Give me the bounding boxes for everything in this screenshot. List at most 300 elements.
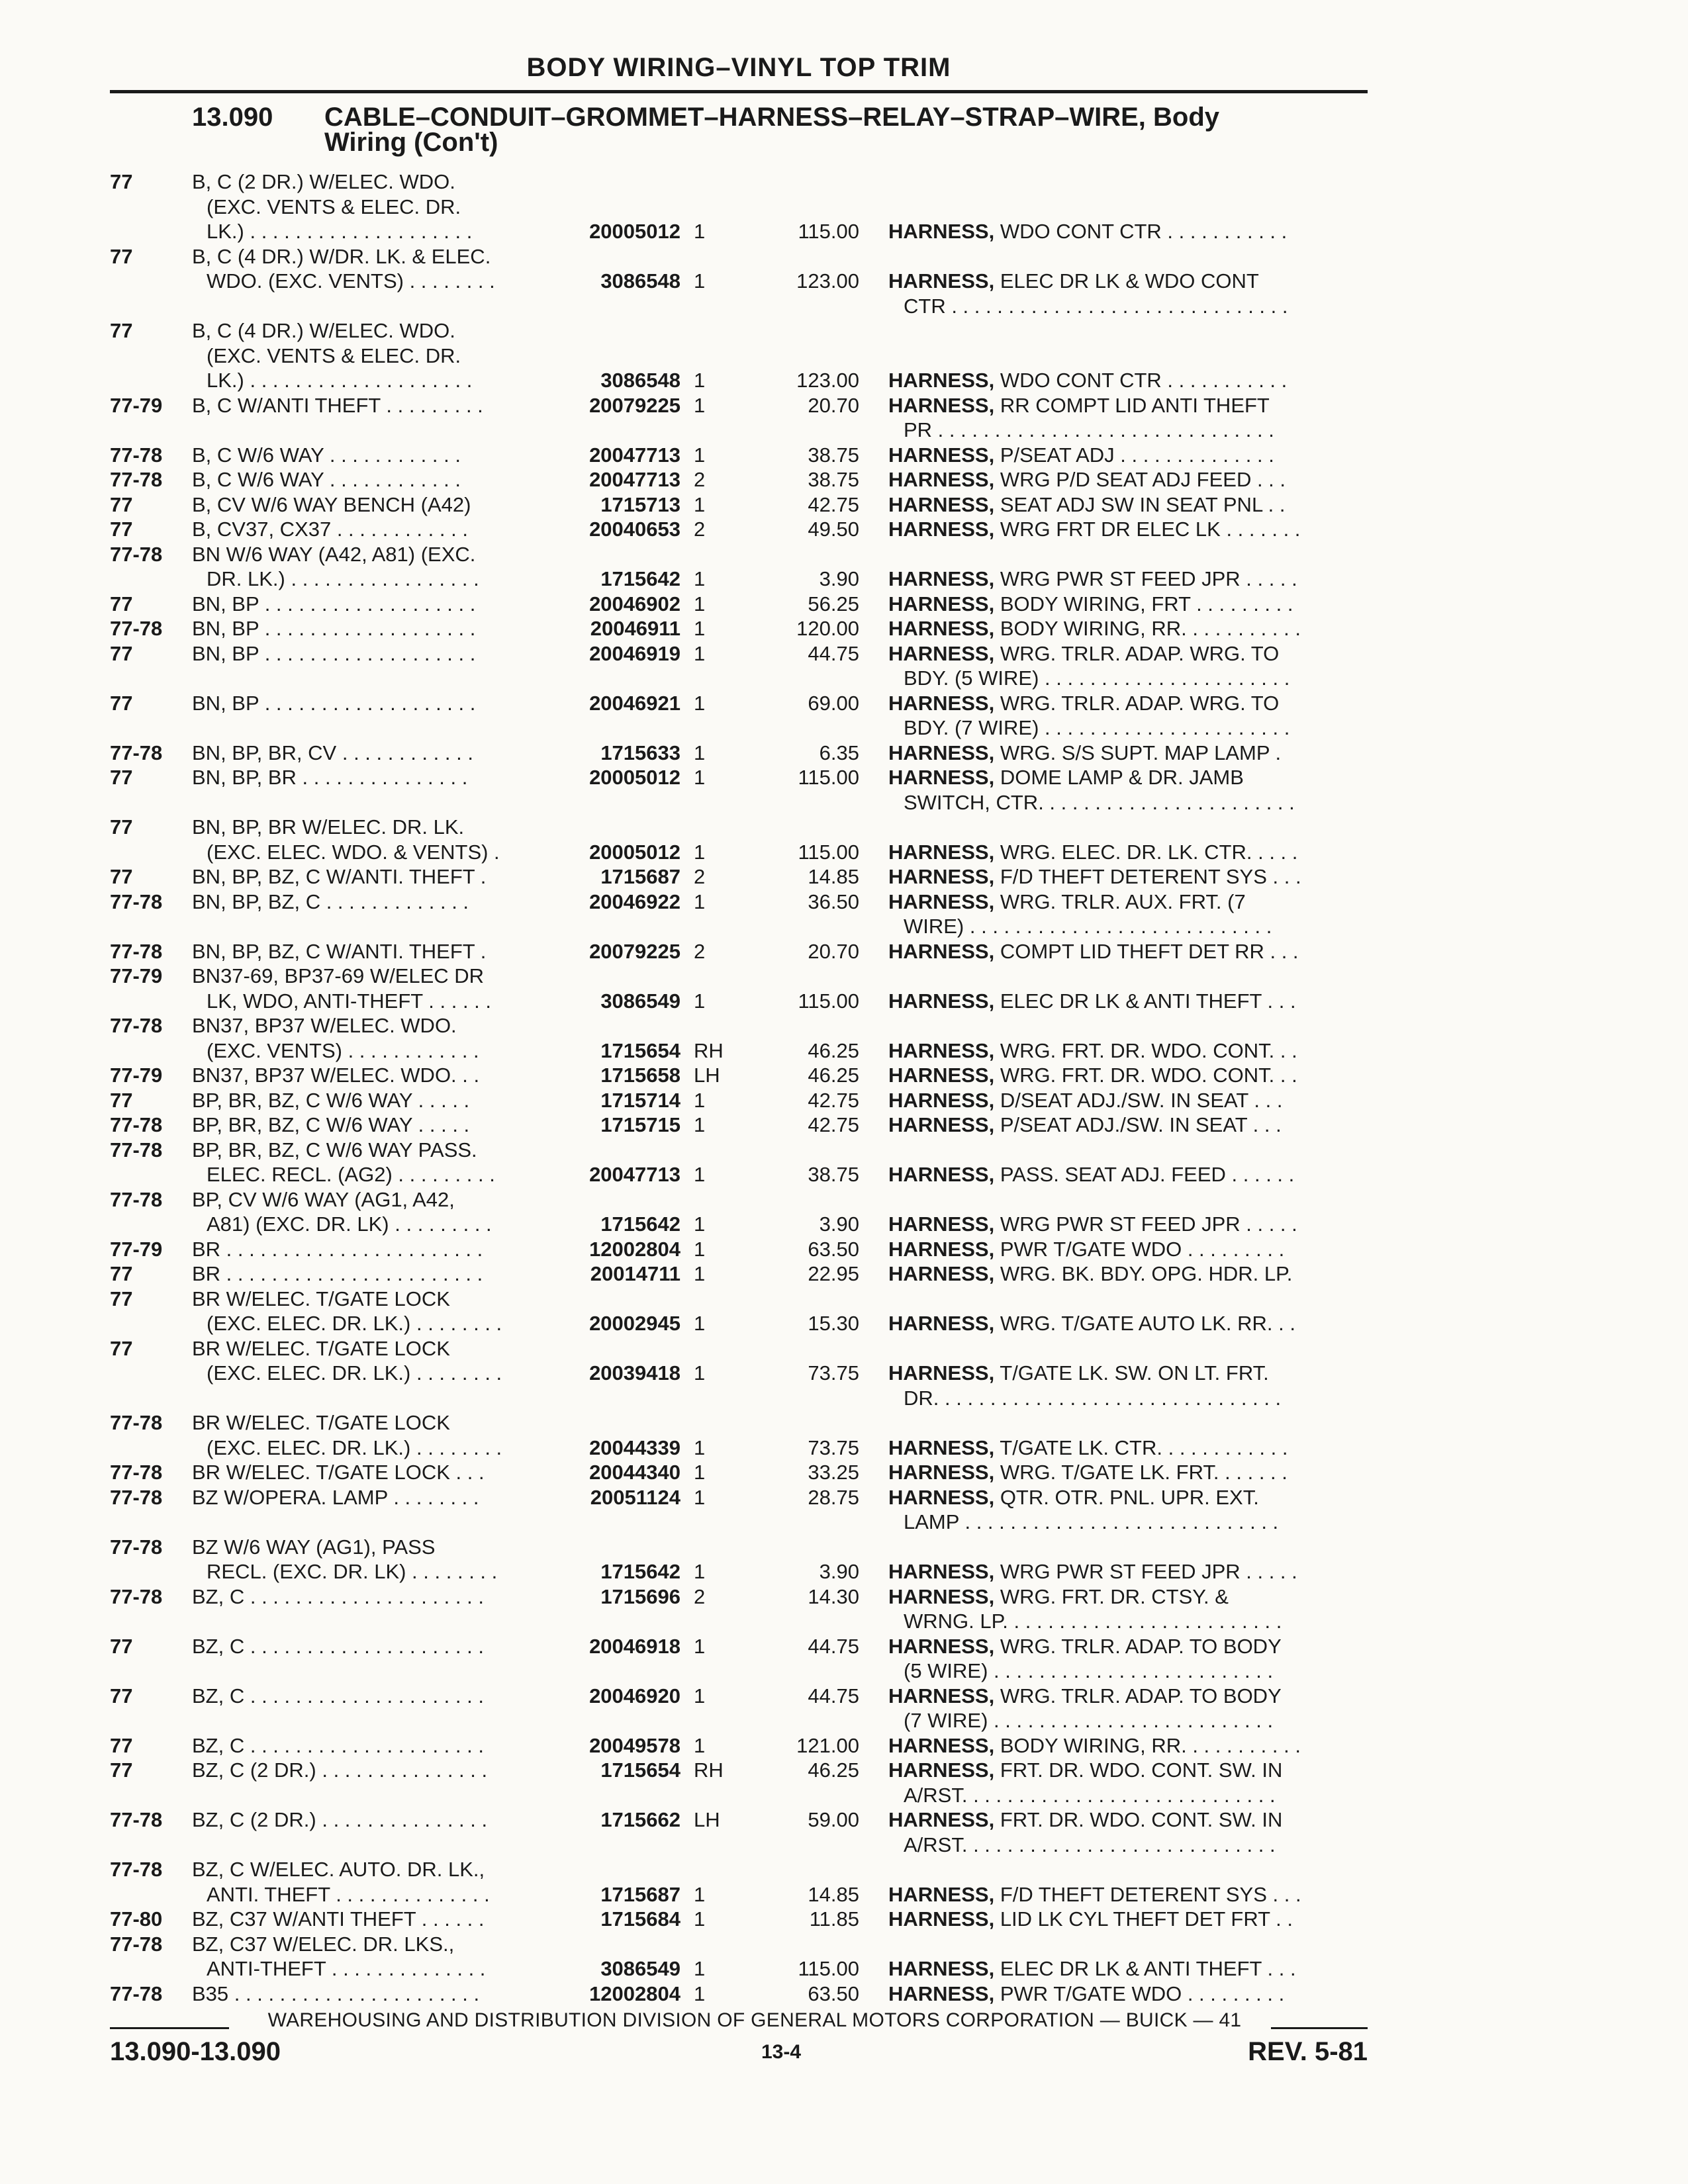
part-name: [888, 443, 1274, 468]
part-name-text: WRG. TRLR. ADAP. WRG. TO: [994, 641, 1280, 665]
part-name-text: FRT. DR. WDO. CONT. SW. IN: [994, 1758, 1283, 1782]
table-row: [0, 294, 1688, 319]
model-year: 77-78: [110, 889, 163, 913]
model-year: 77-78: [110, 1584, 163, 1608]
part-name-text: WRG. T/GATE LK. FRT. . . . . . .: [994, 1461, 1288, 1484]
section-title-line1: CABLE–CONDUIT–GROMMET–HARNESS–RELAY–STRAP–WIRE, Body: [324, 103, 1220, 132]
price: 73.75: [808, 1435, 859, 1459]
application-description: B, C W/6 WAY . . . . . . . . . . . .: [192, 468, 461, 491]
table-row: [0, 1956, 1688, 1981]
part-name: [888, 1113, 1282, 1138]
part-name-prefix: HARNESS,: [888, 468, 995, 491]
part-number: 20047713: [589, 443, 680, 467]
part-name-continued: PR . . . . . . . . . . . . . . . . . . . . . . . . . . . . . .: [904, 418, 1274, 441]
table-row: [0, 592, 1688, 617]
part-name-text: BODY WIRING, FRT . . . . . . . . .: [994, 592, 1293, 615]
price: 22.95: [808, 1262, 859, 1285]
quantity: 1: [694, 766, 706, 789]
table-row: [0, 1932, 1688, 1957]
footer-page-number: 13-4: [761, 2041, 802, 2063]
table-row: [0, 815, 1688, 840]
quantity: 1: [694, 1113, 706, 1136]
application-description: B, C (2 DR.) W/ELEC. WDO.: [192, 170, 455, 193]
model-year: 77-79: [110, 964, 163, 987]
part-name: [888, 1684, 1282, 1709]
table-row: [0, 1287, 1688, 1312]
part-name: [888, 1460, 1288, 1485]
part-name-prefix: HARNESS,: [888, 220, 995, 243]
model-year: 77-78: [110, 1014, 163, 1037]
part-name-text: F/D THEFT DETERENT SYS . . .: [994, 865, 1301, 888]
price: 115.00: [798, 989, 859, 1013]
part-number: 20046921: [589, 691, 680, 715]
part-name-text: WRG. S/S SUPT. MAP LAMP .: [994, 741, 1282, 764]
application-description: BZ, C . . . . . . . . . . . . . . . . . . . . .: [192, 1584, 484, 1608]
application-description: ELEC. RECL. (AG2) . . . . . . . . .: [207, 1163, 495, 1186]
application-description: B, C (4 DR.) W/DR. LK. & ELEC.: [192, 244, 491, 268]
application-description: BN, BP . . . . . . . . . . . . . . . . . . .: [192, 592, 476, 615]
part-name-prefix: HARNESS,: [888, 1758, 995, 1782]
application-description: BZ, C (2 DR.) . . . . . . . . . . . . . . .: [192, 1758, 488, 1782]
part-number: 1715654: [600, 1038, 680, 1062]
application-description: BN, BP, BZ, C W/ANTI. THEFT .: [192, 865, 487, 888]
part-name-prefix: HARNESS,: [888, 617, 995, 640]
model-year: 77: [110, 1684, 133, 1707]
model-year: 77-78: [110, 1981, 163, 2005]
application-description: BN, BP . . . . . . . . . . . . . . . . . . .: [192, 641, 476, 665]
part-name-text: BODY WIRING, RR. . . . . . . . . . .: [994, 1733, 1301, 1757]
application-description: BN, BP . . . . . . . . . . . . . . . . . . .: [192, 617, 476, 640]
part-name: [888, 1559, 1297, 1584]
part-name: [888, 641, 1279, 666]
quantity: 1: [694, 1882, 706, 1906]
part-name-text: P/SEAT ADJ./SW. IN SEAT . . .: [994, 1113, 1282, 1136]
table-row: [0, 169, 1688, 195]
table-row: [0, 1311, 1688, 1336]
part-name-text: DOME LAMP & DR. JAMB: [994, 766, 1244, 789]
part-number: 3086548: [600, 269, 680, 293]
part-name-continued: WRNG. LP. . . . . . . . . . . . . . . . . . . . . . . . .: [904, 1610, 1282, 1633]
table-row: [0, 1659, 1688, 1684]
parts-list: [0, 169, 1688, 2006]
table-row: [0, 741, 1688, 766]
table-row: [0, 1038, 1688, 1064]
price: 36.50: [808, 889, 859, 913]
part-name-continued: CTR . . . . . . . . . . . . . . . . . . . . . . . . . . . . . .: [904, 294, 1288, 318]
application-description: BR W/ELEC. T/GATE LOCK: [192, 1336, 450, 1360]
application-description: BN, BP . . . . . . . . . . . . . . . . . . .: [192, 691, 476, 715]
table-row: [0, 1510, 1688, 1535]
section-number: 13.090: [192, 103, 273, 132]
part-name-text: WDO CONT CTR . . . . . . . . . . .: [994, 369, 1288, 392]
table-row: [0, 418, 1688, 443]
part-name: [888, 864, 1301, 889]
part-name-text: WRG. TRLR. ADAP. WRG. TO: [994, 691, 1280, 715]
quantity: 1: [694, 220, 706, 243]
price: 3.90: [819, 1560, 859, 1583]
part-name-prefix: HARNESS,: [888, 1361, 995, 1385]
part-name: [888, 691, 1279, 716]
footer-rule-left: [110, 2027, 229, 2029]
part-name: [888, 219, 1287, 244]
part-name: [888, 840, 1297, 865]
table-row: [0, 765, 1688, 790]
quantity: 2: [694, 1584, 706, 1608]
table-row: [0, 1733, 1688, 1758]
application-description: BZ W/OPERA. LAMP . . . . . . . .: [192, 1485, 479, 1509]
table-row: [0, 1063, 1688, 1088]
model-year: 77-78: [110, 443, 163, 467]
model-year: 77-80: [110, 1907, 163, 1931]
quantity: 1: [694, 1733, 706, 1757]
footer-revision: REV. 5-81: [1248, 2037, 1368, 2066]
part-name-continued: BDY. (5 WIRE) . . . . . . . . . . . . . . . . . . . . . .: [904, 666, 1290, 690]
part-name-prefix: HARNESS,: [888, 1088, 995, 1112]
price: 123.00: [796, 369, 859, 392]
table-row: [0, 715, 1688, 741]
application-description: BN, BP, BR, CV . . . . . . . . . . . .: [192, 741, 473, 764]
quantity: 1: [694, 1237, 706, 1261]
application-description: (EXC. ELEC. WDO. & VENTS) .: [207, 840, 500, 864]
part-name: [888, 1361, 1269, 1386]
part-name-text: LID LK CYL THEFT DET FRT . .: [994, 1907, 1293, 1931]
part-number: 12002804: [589, 1237, 680, 1261]
price: 56.25: [808, 592, 859, 615]
part-number: 1715696: [600, 1584, 680, 1608]
quantity: 2: [694, 865, 706, 888]
table-row: [0, 492, 1688, 518]
quantity: 1: [694, 567, 706, 590]
part-name-text: WRG. BK. BDY. OPG. HDR. LP.: [994, 1262, 1293, 1285]
part-name-prefix: HARNESS,: [888, 939, 995, 963]
price: 20.70: [808, 393, 859, 417]
part-name-prefix: HARNESS,: [888, 1113, 995, 1136]
quantity: 1: [694, 1163, 706, 1186]
part-name-prefix: HARNESS,: [888, 492, 995, 516]
part-name-text: T/GATE LK. CTR. . . . . . . . . . . .: [994, 1435, 1288, 1459]
part-name-prefix: HARNESS,: [888, 369, 995, 392]
part-name-text: T/GATE LK. SW. ON LT. FRT.: [994, 1361, 1269, 1385]
table-row: [0, 1138, 1688, 1163]
application-description: B, C (4 DR.) W/ELEC. WDO.: [192, 319, 455, 342]
model-year: 77: [110, 518, 133, 541]
table-row: [0, 443, 1688, 468]
price: 42.75: [808, 1113, 859, 1136]
quantity: 1: [694, 269, 706, 293]
part-name-text: WRG. T/GATE AUTO LK. RR. . .: [994, 1312, 1295, 1335]
application-description: BN, BP, BZ, C W/ANTI. THEFT .: [192, 939, 487, 963]
part-number: 20040653: [589, 518, 680, 541]
quantity: 1: [694, 1634, 706, 1658]
application-description: BR . . . . . . . . . . . . . . . . . . . . . . .: [192, 1262, 483, 1285]
part-name-prefix: HARNESS,: [888, 1684, 995, 1707]
part-name: [888, 1981, 1284, 2007]
part-number: 20005012: [589, 766, 680, 789]
model-year: 77-78: [110, 1808, 163, 1831]
part-name: [888, 592, 1293, 617]
model-year: 77-79: [110, 1237, 163, 1261]
application-description: (EXC. ELEC. DR. LK.) . . . . . . . .: [207, 1435, 502, 1459]
table-row: [0, 1584, 1688, 1610]
application-description: BP, BR, BZ, C W/6 WAY . . . . .: [192, 1088, 470, 1112]
part-name-text: P/SEAT ADJ . . . . . . . . . . . . . .: [994, 443, 1274, 467]
part-name-text: RR COMPT LID ANTI THEFT: [994, 393, 1270, 417]
application-description: DR. LK.) . . . . . . . . . . . . . . . . .: [207, 567, 479, 590]
quantity: 1: [694, 369, 706, 392]
quantity: 1: [694, 1361, 706, 1385]
model-year: 77-78: [110, 617, 163, 640]
part-name: [888, 1088, 1282, 1113]
application-description: B, CV37, CX37 . . . . . . . . . . . .: [192, 518, 468, 541]
part-name: [888, 1733, 1301, 1758]
table-row: [0, 1212, 1688, 1237]
table-row: [0, 343, 1688, 369]
application-description: LK.) . . . . . . . . . . . . . . . . . . . .: [207, 369, 473, 392]
table-row: [0, 1684, 1688, 1709]
footer-rule-right: [1271, 2027, 1368, 2029]
model-year: 77: [110, 815, 133, 839]
part-name: [888, 741, 1281, 766]
part-name: [888, 1261, 1292, 1287]
table-row: [0, 393, 1688, 418]
part-number: 1715684: [600, 1907, 680, 1931]
application-description: BN37, BP37 W/ELEC. WDO. . .: [192, 1064, 480, 1087]
price: 115.00: [798, 1957, 859, 1980]
part-name-continued: SWITCH, CTR. . . . . . . . . . . . . . . . . . . . . . .: [904, 790, 1295, 814]
quantity: 1: [694, 1684, 706, 1707]
quantity: LH: [694, 1808, 720, 1831]
quantity: 1: [694, 1907, 706, 1931]
part-name-text: D/SEAT ADJ./SW. IN SEAT . . .: [994, 1088, 1283, 1112]
part-number: 20039418: [589, 1361, 680, 1385]
quantity: 1: [694, 592, 706, 615]
quantity: RH: [694, 1758, 724, 1782]
part-number: 20051124: [590, 1485, 680, 1509]
application-description: BZ, C (2 DR.) . . . . . . . . . . . . . . .: [192, 1808, 488, 1831]
part-number: 20047713: [589, 468, 680, 491]
part-number: 20044339: [589, 1435, 680, 1459]
table-row: [0, 1237, 1688, 1262]
section-title: [192, 105, 1370, 155]
table-row: [0, 1807, 1688, 1833]
quantity: 1: [694, 641, 706, 665]
model-year: 77: [110, 1733, 133, 1757]
table-row: [0, 914, 1688, 939]
part-name-text: WRG. TRLR. ADAP. TO BODY: [994, 1684, 1282, 1707]
model-year: 77: [110, 1758, 133, 1782]
part-name: [888, 492, 1286, 518]
price: 59.00: [808, 1808, 859, 1831]
part-number: 3086548: [600, 369, 680, 392]
quantity: 1: [694, 691, 706, 715]
table-row: [0, 1460, 1688, 1485]
price: 46.25: [808, 1758, 859, 1782]
part-name-prefix: HARNESS,: [888, 1907, 995, 1931]
model-year: 77: [110, 492, 133, 516]
part-name-text: ELEC DR LK & ANTI THEFT . . .: [994, 989, 1296, 1013]
model-year: 77-78: [110, 1461, 163, 1484]
price: 46.25: [808, 1064, 859, 1087]
model-year: 77: [110, 865, 133, 888]
application-description: WDO. (EXC. VENTS) . . . . . . . .: [207, 269, 495, 293]
part-name-text: PWR T/GATE WDO . . . . . . . . .: [994, 1981, 1285, 2005]
part-name-continued: (7 WIRE) . . . . . . . . . . . . . . . . . . . . . . . . .: [904, 1709, 1274, 1732]
price: 73.75: [808, 1361, 859, 1385]
part-name-prefix: HARNESS,: [888, 1634, 995, 1658]
part-name-prefix: HARNESS,: [888, 1485, 995, 1509]
model-year: 77-78: [110, 939, 163, 963]
part-name-prefix: HARNESS,: [888, 741, 995, 764]
model-year: 77-78: [110, 1858, 163, 1881]
model-year: 77-78: [110, 1535, 163, 1559]
table-row: [0, 616, 1688, 641]
part-name-continued: A/RST. . . . . . . . . . . . . . . . . . . . . . . . . . . .: [904, 1783, 1276, 1807]
part-name-prefix: HARNESS,: [888, 1584, 995, 1608]
application-description: BN, BP, BR W/ELEC. DR. LK.: [192, 815, 465, 839]
part-name: [888, 1063, 1297, 1088]
price: 3.90: [819, 567, 859, 590]
model-year: 77: [110, 244, 133, 268]
part-name: [888, 1882, 1301, 1907]
part-name: [888, 467, 1286, 492]
table-row: [0, 318, 1688, 343]
part-number: 1715642: [600, 1560, 680, 1583]
price: 44.75: [808, 1684, 859, 1707]
table-row: [0, 219, 1688, 244]
price: 44.75: [808, 641, 859, 665]
model-year: 77-78: [110, 1187, 163, 1211]
part-name: [888, 616, 1301, 641]
table-row: [0, 1535, 1688, 1560]
part-name: [888, 1634, 1282, 1659]
part-name-continued: LAMP . . . . . . . . . . . . . . . . . . . . . . . . . . . .: [904, 1510, 1279, 1533]
application-description: BR . . . . . . . . . . . . . . . . . . . . . . .: [192, 1237, 483, 1261]
part-name-prefix: HARNESS,: [888, 1461, 995, 1484]
table-row: [0, 790, 1688, 815]
part-name: [888, 1584, 1229, 1610]
part-name: [888, 368, 1287, 393]
part-name-prefix: HARNESS,: [888, 1882, 995, 1906]
model-year: 77-78: [110, 468, 163, 491]
part-name-text: WRG. FRT. DR. WDO. CONT. . .: [994, 1038, 1297, 1062]
application-description: BZ, C37 W/ANTI THEFT . . . . . .: [192, 1907, 485, 1931]
application-description: (EXC. ELEC. DR. LK.) . . . . . . . .: [207, 1312, 502, 1335]
part-name-text: BODY WIRING, RR. . . . . . . . . . .: [994, 617, 1301, 640]
part-name-prefix: HARNESS,: [888, 1163, 995, 1186]
part-name-text: WRG P/D SEAT ADJ FEED . . .: [994, 468, 1286, 491]
part-number: 20002945: [589, 1312, 680, 1335]
quantity: 1: [694, 1088, 706, 1112]
table-row: [0, 1013, 1688, 1038]
part-number: 3086549: [600, 1957, 680, 1980]
table-row: [0, 269, 1688, 294]
table-row: [0, 1435, 1688, 1461]
application-description: RECL. (EXC. DR. LK) . . . . . . . .: [207, 1560, 498, 1583]
part-number: 1715658: [600, 1064, 680, 1087]
section-title-line2: Wiring (Con't): [324, 128, 498, 157]
table-row: [0, 840, 1688, 865]
part-name-text: WRG FRT DR ELEC LK . . . . . . .: [994, 518, 1301, 541]
part-name-text: WRG PWR ST FEED JPR . . . . .: [994, 1212, 1297, 1236]
price: 115.00: [798, 840, 859, 864]
price: 42.75: [808, 492, 859, 516]
part-name-continued: WIRE) . . . . . . . . . . . . . . . . . . . . . . . . . . .: [904, 915, 1272, 938]
quantity: 1: [694, 1212, 706, 1236]
part-number: 1715713: [600, 492, 680, 516]
application-description: BN W/6 WAY (A42, A81) (EXC.: [192, 542, 476, 566]
application-description: BZ, C . . . . . . . . . . . . . . . . . . . . .: [192, 1634, 484, 1658]
quantity: 1: [694, 1461, 706, 1484]
model-year: 77: [110, 691, 133, 715]
quantity: 2: [694, 518, 706, 541]
application-description: ANTI. THEFT . . . . . . . . . . . . . .: [207, 1882, 490, 1906]
table-row: [0, 1162, 1688, 1187]
part-name-continued: DR. . . . . . . . . . . . . . . . . . . . . . . . . . . . . . .: [904, 1386, 1282, 1410]
part-name-text: WRG. TRLR. AUX. FRT. (7: [994, 889, 1246, 913]
price: 115.00: [798, 766, 859, 789]
part-name-prefix: HARNESS,: [888, 1981, 995, 2005]
price: 28.75: [808, 1485, 859, 1509]
part-name-text: PWR T/GATE WDO . . . . . . . . .: [994, 1237, 1285, 1261]
table-row: [0, 1113, 1688, 1138]
table-row: [0, 964, 1688, 989]
part-name: [888, 269, 1259, 294]
part-number: 1715715: [600, 1113, 680, 1136]
part-number: 20049578: [589, 1733, 680, 1757]
model-year: 77: [110, 170, 133, 193]
application-description: BR W/ELEC. T/GATE LOCK: [192, 1411, 450, 1434]
model-year: 77-78: [110, 1113, 163, 1136]
table-row: [0, 939, 1688, 964]
price: 14.30: [808, 1584, 859, 1608]
table-row: [0, 1361, 1688, 1386]
application-description: BR W/ELEC. T/GATE LOCK: [192, 1287, 450, 1310]
price: 38.75: [808, 1163, 859, 1186]
part-name: [888, 567, 1297, 592]
part-number: 1715662: [600, 1808, 680, 1831]
part-name: [888, 1485, 1259, 1510]
application-description: B, C W/ANTI THEFT . . . . . . . . .: [192, 393, 483, 417]
application-description: BN, BP, BR . . . . . . . . . . . . . . .: [192, 766, 468, 789]
table-row: [0, 195, 1688, 220]
application-description: B35 . . . . . . . . . . . . . . . . . . . . . .: [192, 1981, 480, 2005]
quantity: 1: [694, 1312, 706, 1335]
application-description: (EXC. VENTS & ELEC. DR.: [207, 195, 461, 218]
part-name-prefix: HARNESS,: [888, 518, 995, 541]
quantity: LH: [694, 1064, 720, 1087]
table-row: [0, 1981, 1688, 2007]
application-description: BP, BR, BZ, C W/6 WAY . . . . .: [192, 1113, 470, 1136]
part-name: [888, 889, 1246, 915]
price: 44.75: [808, 1634, 859, 1658]
model-year: 77-78: [110, 1932, 163, 1956]
price: 38.75: [808, 468, 859, 491]
part-name: [888, 393, 1270, 418]
table-row: [0, 1559, 1688, 1584]
model-year: 77: [110, 641, 133, 665]
part-name-text: QTR. OTR. PNL. UPR. EXT.: [994, 1485, 1259, 1509]
part-name-text: WRG. ELEC. DR. LK. CTR. . . . .: [994, 840, 1298, 864]
application-description: (EXC. ELEC. DR. LK.) . . . . . . . .: [207, 1361, 502, 1385]
part-number: 20046922: [589, 889, 680, 913]
model-year: 77-79: [110, 1064, 163, 1087]
part-name-prefix: HARNESS,: [888, 691, 995, 715]
application-description: BZ, C . . . . . . . . . . . . . . . . . . . . .: [192, 1733, 484, 1757]
part-name: [888, 1038, 1297, 1064]
quantity: 1: [694, 889, 706, 913]
price: 3.90: [819, 1212, 859, 1236]
quantity: 2: [694, 468, 706, 491]
